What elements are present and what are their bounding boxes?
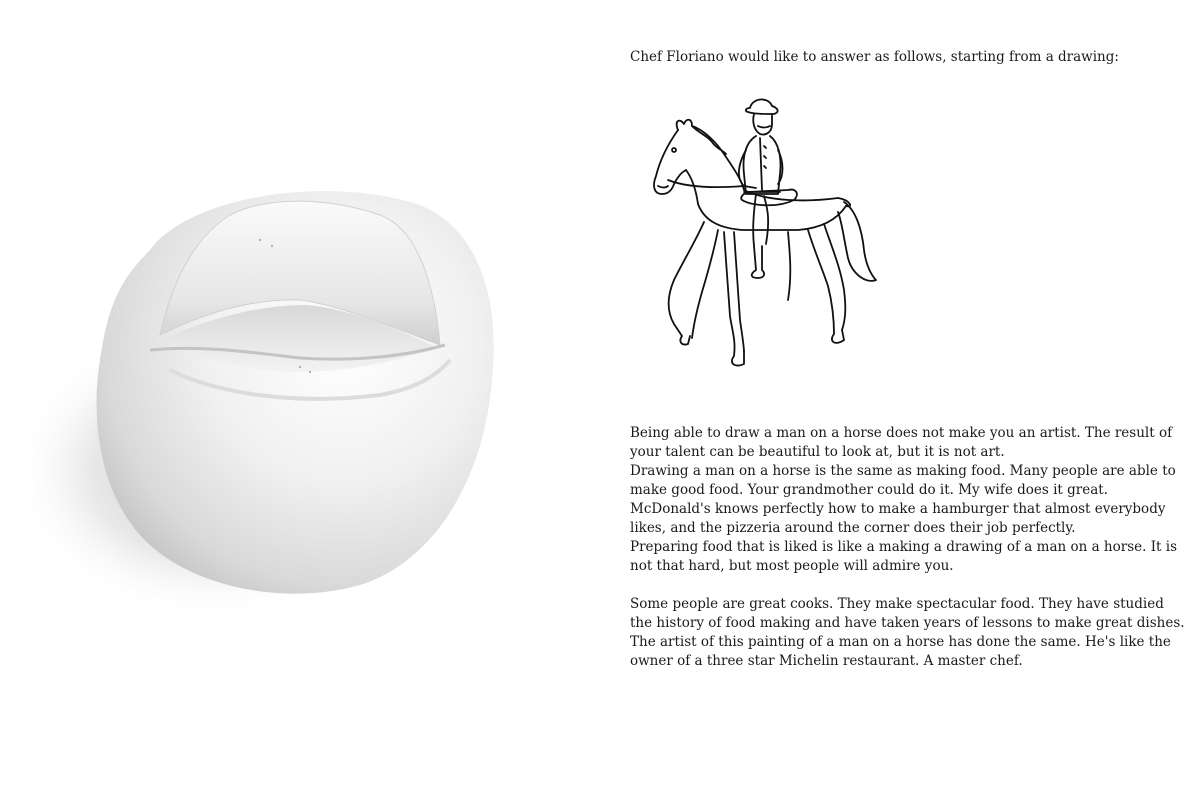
paragraph: Preparing food that is liked is like a making a drawing of a man on a horse. It is not that hard, but most people will admire you. (630, 539, 1178, 574)
paragraph: Drawing a man on a horse is the same as making food. Many people are able to make good food. Your grandmother could do it. My wife does it great. (630, 463, 1176, 498)
paragraph: McDonald's knows perfectly how to make a hamburger that almost everybody likes, and the pizzeria around the corner does their job perfectly. (630, 501, 1166, 536)
paragraph: The artist of this painting of a man on a horse has done the same. He's like the owner of a three star Michelin restaurant. A master chef. (630, 634, 1171, 669)
paragraph: Some people are great cooks. They make spectacular food. They have studied the history of food making and have taken years of lessons to make great dishes. (630, 596, 1185, 631)
body-text (630, 424, 1190, 671)
paragraph: Being able to draw a man on a horse does not make you an artist. The result of your talent can be beautiful to look at, but it is not art. (630, 425, 1173, 460)
intro-text: Chef Floriano would like to answer as follows, starting from a drawing: (630, 49, 1119, 65)
paragraph-gap (630, 576, 1190, 595)
text-panel (630, 0, 1190, 788)
horse-rider-drawing (638, 90, 878, 380)
